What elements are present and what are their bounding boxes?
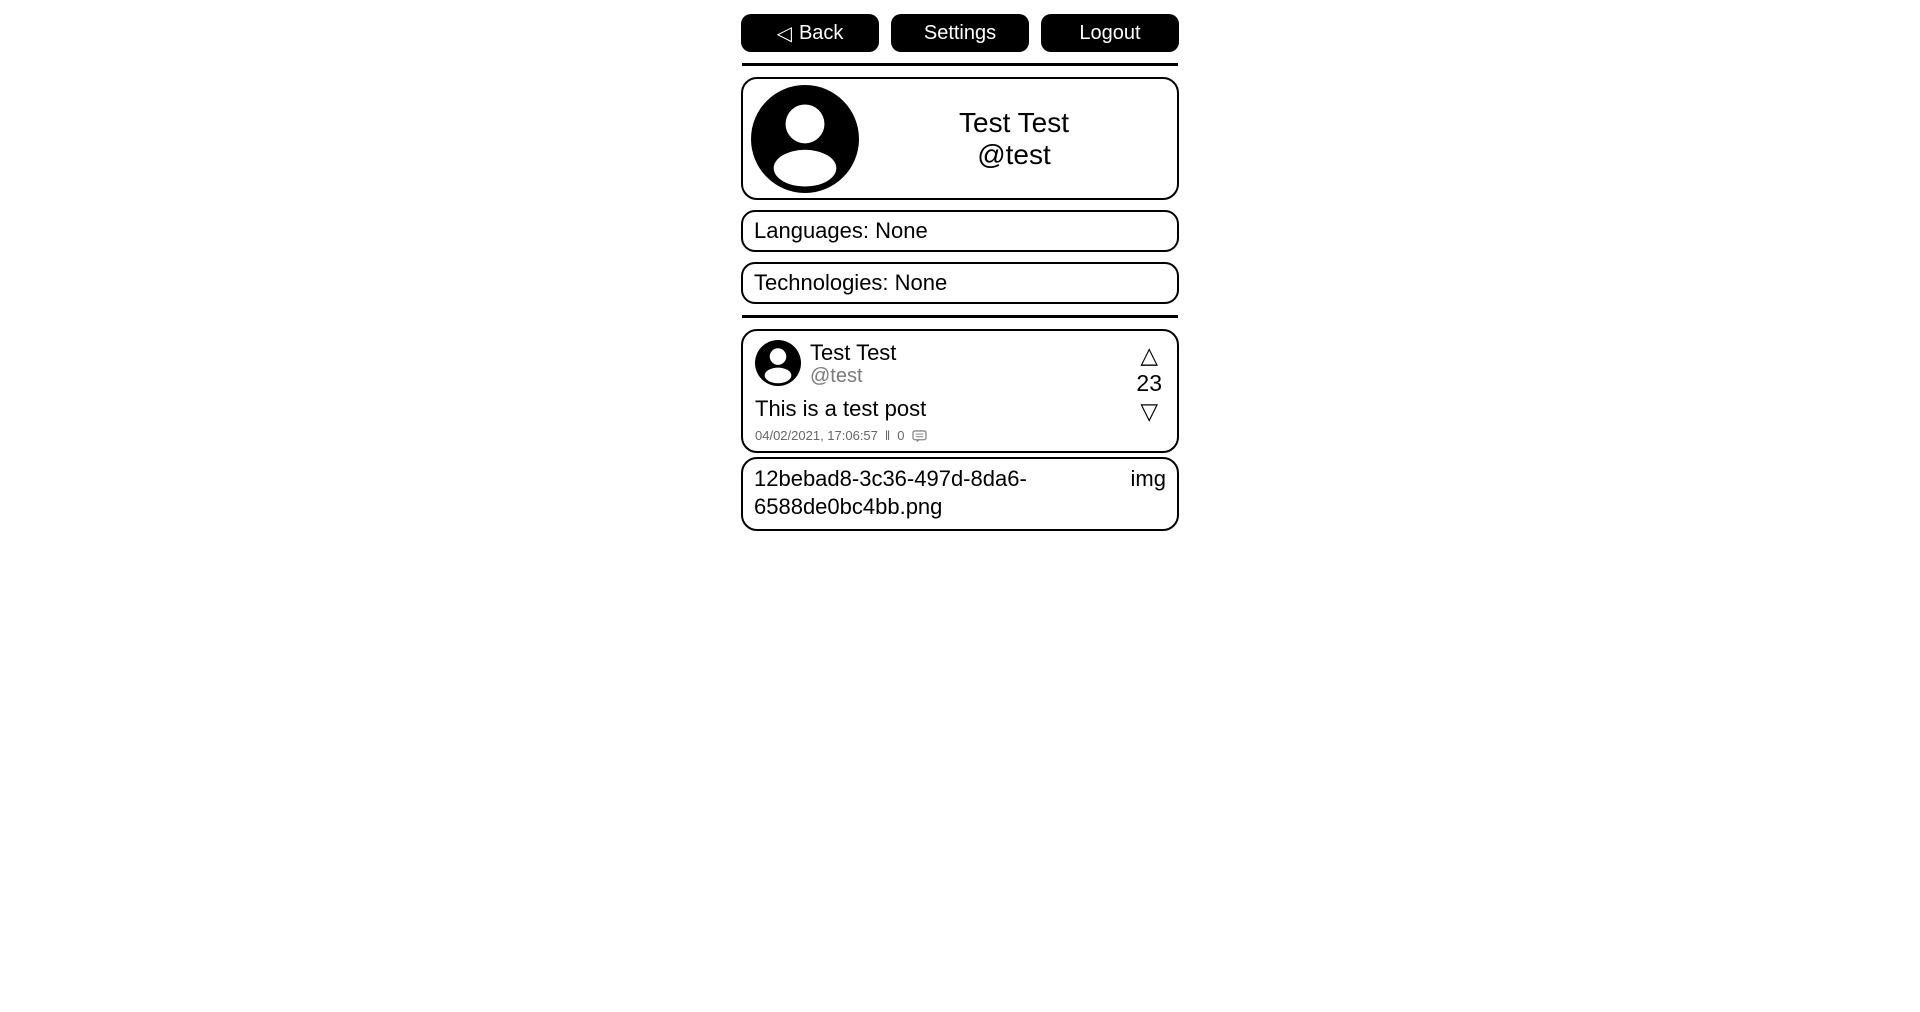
languages-box: Languages: None bbox=[741, 210, 1179, 252]
logout-button-label: Logout bbox=[1079, 21, 1141, 44]
profile-info bbox=[859, 107, 1169, 171]
comment-icon bbox=[912, 430, 927, 443]
main-column bbox=[741, 0, 1179, 531]
upvote-button[interactable]: △ bbox=[1140, 342, 1159, 368]
post-author-name: Test Test bbox=[810, 340, 897, 365]
vote-column bbox=[1136, 343, 1162, 423]
attachment-filename: 12bebad8-3c36-497d-8da6-6588de0bc4bb.png bbox=[754, 466, 1027, 519]
profile-name: Test Test bbox=[959, 106, 1069, 138]
post-meta bbox=[755, 428, 1165, 443]
profile-card bbox=[741, 77, 1179, 200]
logout-button[interactable] bbox=[1041, 14, 1179, 52]
technologies-box: Technologies: None bbox=[741, 262, 1179, 304]
post-author-handle: @test bbox=[810, 365, 863, 387]
divider-above-posts bbox=[742, 315, 1178, 318]
meta-separator: ‖ bbox=[884, 428, 891, 443]
downvote-button[interactable]: ▽ bbox=[1140, 398, 1159, 424]
toolbar bbox=[741, 14, 1179, 52]
attachment-type-label: img bbox=[1130, 466, 1166, 491]
post-author-block bbox=[810, 340, 896, 388]
post-body: This is a test post bbox=[755, 396, 927, 421]
settings-button[interactable] bbox=[891, 14, 1029, 52]
back-arrow-icon: ◁ bbox=[776, 22, 792, 45]
back-button[interactable] bbox=[741, 14, 879, 52]
profile-avatar-icon bbox=[751, 85, 859, 193]
settings-button-label: Settings bbox=[923, 21, 997, 44]
post-author-avatar-icon bbox=[755, 340, 801, 386]
post-card bbox=[741, 329, 1179, 453]
post-timestamp: 04/02/2021, 17:06:57 bbox=[755, 428, 878, 443]
comment-count: 0 bbox=[897, 428, 905, 443]
back-button-label: Back bbox=[798, 21, 844, 44]
attachment-card[interactable] bbox=[741, 457, 1179, 531]
post-header bbox=[755, 340, 1165, 388]
profile-handle: @test bbox=[977, 138, 1051, 170]
post-score: 23 bbox=[1136, 370, 1162, 396]
divider-under-toolbar bbox=[742, 63, 1178, 66]
